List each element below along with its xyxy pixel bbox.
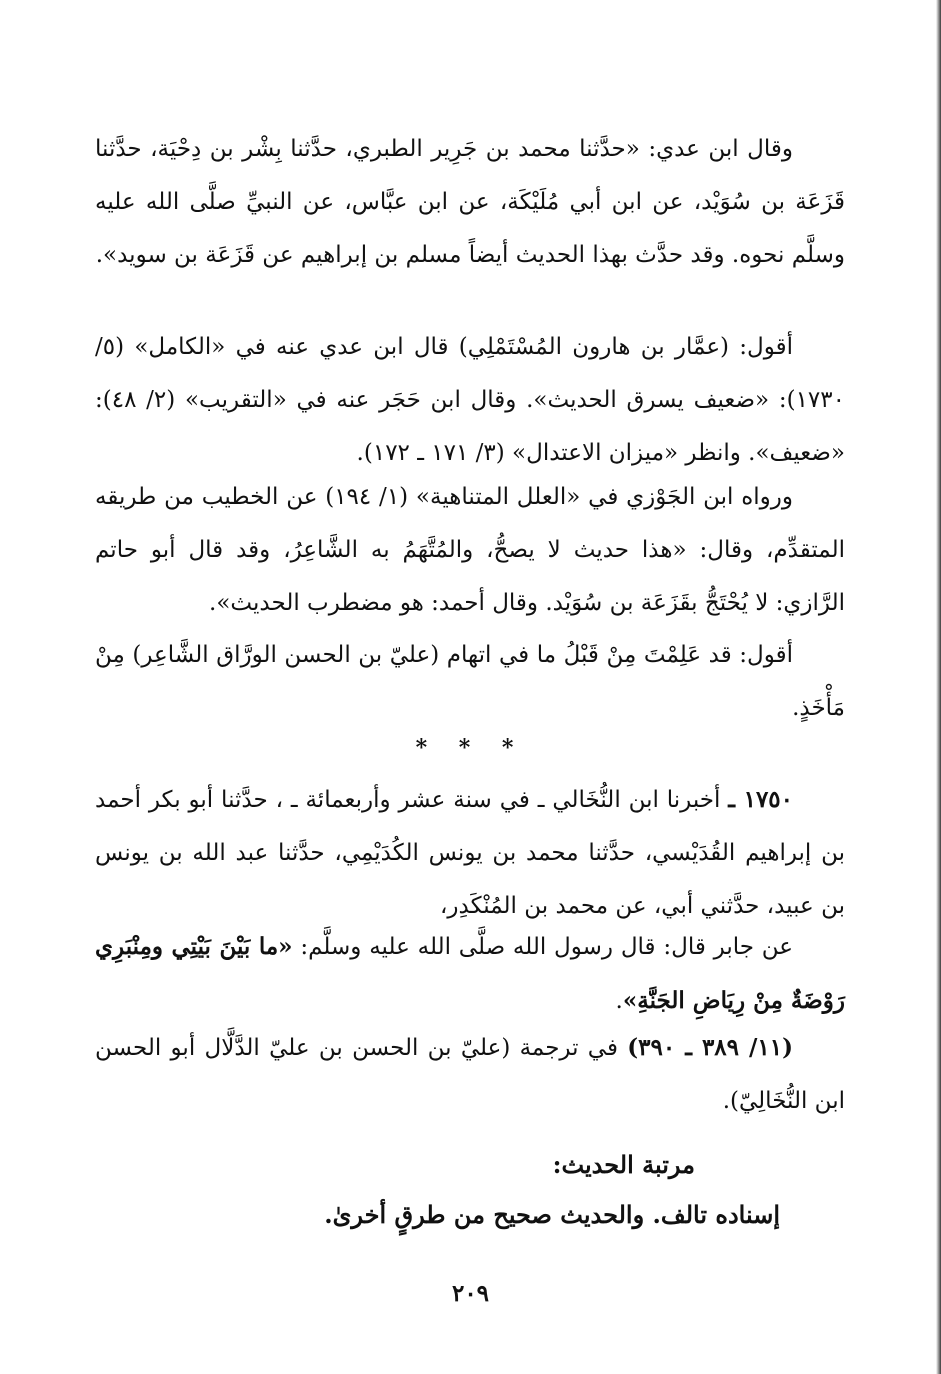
matn-intro: عن جابر قال: قال رسول الله صلَّى الله عليه وسلَّم: [300, 934, 793, 960]
paragraph-text: وقال ابن عدي: «حدَّثنا محمد بن جَرِير الطبري، حدَّثنا بِشْر بن دِحْيَة، حدَّثنا قَزَعَة بن سُوَيْد، عن ابن أبي مُلَيْكَة، عن ابن عبَّاس، عن النبيِّ صلَّى الله عليه وسلَّم نحوه. وقد حدَّث بهذا الحديث أيضاً مسلم بن إبراهيم عن قَزَعَة بن سويد». [95, 136, 845, 268]
hadith-1750-reference [95, 1021, 845, 1128]
paragraph-text: ورواه ابن الجَوْزي في «العلل المتناهية» (١/ ١٩٤) عن الخطيب من طريقه المتقدِّم، وقال: «هذا حديث لا يصحُّ، والمُتَّهَمُ به الشَّاعِرُ، وقد قال أبو حاتم الرَّازي: لا يُحْتَجُّ بقَزَعَة بن سُوَيْد. وقال أحمد: هو مضطرب الحديث». [95, 484, 845, 616]
paragraph-text: أقول: قد عَلِمْتَ مِنْ قَبْلُ ما في اتهام (عليّ بن الحسن الورَّاق الشَّاعِر) مِنْ مَأْخَذٍ. [95, 642, 845, 721]
page-edge-shadow [936, 0, 941, 1374]
paragraph-text [95, 773, 845, 933]
hadith-1750-isnad [95, 773, 845, 933]
matn-end: . [615, 988, 623, 1014]
paragraph-text [95, 1021, 845, 1128]
paragraph-ibn-adi [95, 123, 845, 282]
hadith-grade-heading: مرتبة الحديث: [552, 1150, 695, 1179]
hadith-grade-text: إسناده تالف. والحديث صحيح من طرقٍ أخرىٰ. [324, 1200, 780, 1229]
paragraph-text: أقول: (عمَّار بن هارون المُسْتَمْلِي) قال ابن عدي عنه في «الكامل» (٥/ ١٧٣٠): «ضعيف يسرق الحديث». وقال ابن حَجَر عنه في «التقريب» (٢/ ٤٨): «ضعيف». وانظر «ميزان الاعتدال» (٣/ ١٧١ ـ ١٧٢). [95, 334, 845, 466]
paragraph-ammar-commentary [95, 321, 845, 480]
hadith-1750-matn [95, 920, 845, 1028]
isnad-text: أخبرنا ابن النُّخَالي ـ في سنة عشر وأربعمائة ـ ، حدَّثنا أبو بكر أحمد بن إبراهيم القُدَيْسي، حدَّثنا محمد بن يونس الكُدَيْمِي، حدَّثنا عبد الله بن يونس بن عبيد، حدَّثني أبي، عن محمد بن المُنْكَدِر، [95, 787, 845, 919]
paragraph-ibn-jawzi [95, 471, 845, 630]
hadith-number: ١٧٥٠ ـ [728, 786, 794, 813]
reference-text: في ترجمة (عليّ بن الحسن بن عليّ الدَّلَّال أبو الحسن ابن النُّخَالِيّ). [95, 1035, 845, 1114]
paragraph-text [95, 920, 845, 1028]
matn-quote: «ما بَيْنَ بَيْتِي ومِنْبَرِي رَوْضَةٌ مِنْ رِيَاضِ الجَنَّةِ» [95, 933, 845, 1014]
section-separator: * * * [415, 735, 526, 761]
volume-reference: (١١/ ٣٨٩ ـ ٣٩٠) [627, 1034, 793, 1061]
paragraph-commentary [95, 629, 845, 735]
page-number: ٢٠٩ [451, 1280, 490, 1307]
